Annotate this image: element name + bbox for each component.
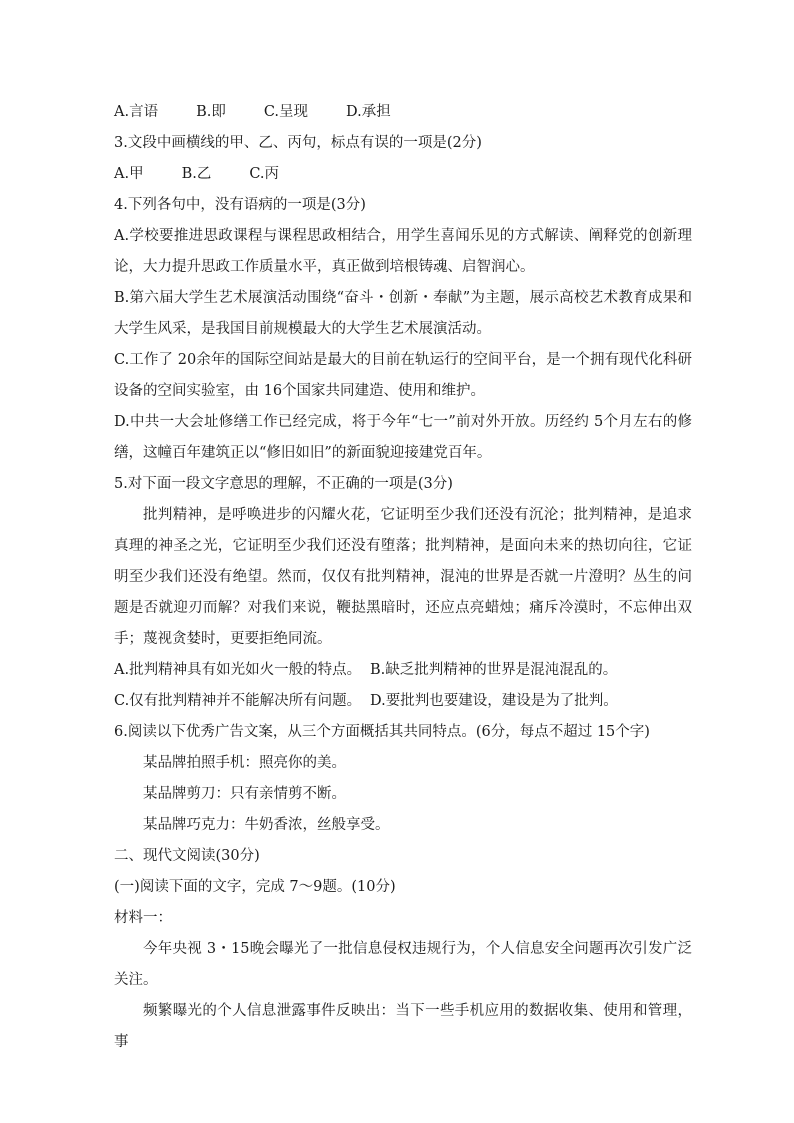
q3-option-a: A.甲 [114, 166, 144, 182]
q6-stem: 6.阅读以下优秀广告文案，从三个方面概括其共同特点。(6分，每点不超过 15个字) [114, 724, 650, 740]
q6-ad-3: 某品牌巧克力：牛奶香浓，丝般享受。 [143, 817, 390, 833]
q2-option-d: D.承担 [346, 104, 391, 120]
subsection-1-heading: (一)阅读下面的文字，完成 7～9题。(10分) [114, 879, 396, 895]
q2-options [114, 97, 692, 128]
q4-option-d: D.中共一大会址修缮工作已经完成，将于今年“七一”前对外开放。历经约 5个月左右的修缮，这幢百年建筑正以“修旧如旧”的新面貌迎接建党百年。 [114, 414, 692, 461]
q5-option-d: D.要批判也要建设，建设是为了批判。 [370, 693, 618, 709]
q5-option-a: A.批判精神具有如光如火一般的特点。 [114, 662, 362, 678]
q6-ad-2: 某品牌剪刀：只有亲情剪不断。 [143, 786, 346, 802]
q3-option-c: C.丙 [249, 166, 280, 182]
q4-option-b: B.第六届大学生艺术展演活动围绕“奋斗・创新・奉献”为主题，展示高校艺术教育成果和大学生风采，是我国目前规模最大的大学生艺术展演活动。 [114, 290, 692, 337]
q2-option-a: A.言语 [114, 104, 159, 120]
material-1-paragraph-2: 频繁曝光的个人信息泄露事件反映出：当下一些手机应用的数据收集、使用和管理，事 [114, 1003, 692, 1050]
q3-option-b: B.乙 [181, 166, 212, 182]
q5-options-ab [114, 655, 692, 686]
q5-option-b: B.缺乏批判精神的世界是混沌混乱的。 [370, 662, 618, 678]
page-content [114, 97, 692, 1058]
material-1-label: 材料一： [114, 910, 172, 926]
material-1-paragraph-1: 今年央视 3・15晚会曝光了一批信息侵权违规行为，个人信息安全问题再次引发广泛关注。 [114, 941, 692, 988]
q3-options [114, 159, 692, 190]
section-2-heading: 二、现代文阅读(30分) [114, 848, 260, 864]
q5-passage: 批判精神，是呼唤进步的闪耀火花，它证明至少我们还没有沉沦；批判精神，是追求真理的神圣之光，它证明至少我们还没有堕落；批判精神，是面向未来的热切向往，它证明至少我们还没有绝望。然而，仅仅有批判精神，混沌的世界是否就一片澄明？丛生的问题是否就迎刃而解？对我们来说，鞭挞黑暗时，还应点亮蜡烛；痛斥冷漠时，不忘伸出双手；蔑视贪婪时，更要拒绝同流。 [114, 507, 692, 647]
q6-ad-1: 某品牌拍照手机：照亮你的美。 [143, 755, 346, 771]
q5-options-cd [114, 686, 692, 717]
q4-stem: 4.下列各句中，没有语病的一项是(3分) [114, 197, 366, 213]
q4-option-c: C.工作了 20余年的国际空间站是最大的目前在轨运行的空间平台，是一个拥有现代化科研设备的空间实验室，由 16个国家共同建造、使用和维护。 [114, 352, 692, 399]
q2-option-b: B.即 [196, 104, 226, 120]
q5-option-c: C.仅有批判精神并不能解决所有问题。 [114, 693, 362, 709]
q5-stem: 5.对下面一段文字意思的理解，不正确的一项是(3分) [114, 476, 453, 492]
q4-option-a: A.学校要推进思政课程与课程思政相结合，用学生喜闻乐见的方式解读、阐释党的创新理论，大力提升思政工作质量水平，真正做到培根铸魂、启智润心。 [114, 228, 692, 275]
q3-stem: 3.文段中画横线的甲、乙、丙句，标点有误的一项是(2分) [114, 135, 482, 151]
q2-option-c: C.呈现 [263, 104, 309, 120]
